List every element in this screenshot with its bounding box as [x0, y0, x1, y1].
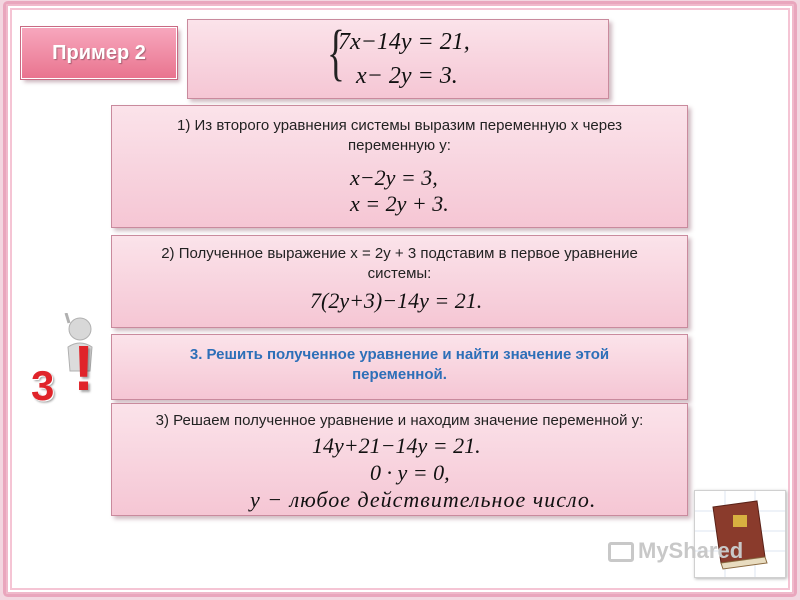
step1-box	[111, 105, 688, 228]
step2-text: 2) Полученное выражение x = 2y + 3 подставим в первое уравнение системы:	[161, 245, 638, 282]
watermark-logo	[608, 538, 743, 564]
example-badge-label: Пример 2	[52, 41, 146, 64]
step3-box	[111, 403, 688, 516]
system-brace: {	[326, 19, 345, 87]
task-text: 3. Решить полученное уравнение и найти значение этой переменной.	[189, 346, 610, 383]
watermark-text: MyShared	[638, 538, 744, 563]
example-badge	[21, 27, 177, 79]
step-number: 3	[31, 362, 55, 409]
step3-math-2: 0 · y = 0,	[370, 460, 450, 485]
step2-math: 7(2y+3)−14y = 21.	[310, 288, 483, 313]
book-icon	[694, 490, 786, 578]
watermark-icon	[608, 542, 634, 562]
step1-text: 1) Из второго уравнения системы выразим переменную x через переменную y:	[177, 117, 622, 154]
system-equation-2: x− 2y = 3.	[356, 63, 458, 89]
step3-math-1: 14y+21−14y = 21.	[312, 433, 481, 458]
step1-math-2: x = 2y + 3.	[350, 191, 449, 216]
task-box	[111, 334, 688, 400]
exclamation-mark: !	[73, 332, 95, 404]
step3-math-3: y − любое действительное число.	[250, 487, 597, 512]
step2-box	[111, 235, 688, 328]
step3-text: 3) Решаем полученное уравнение и находим значение переменной y:	[155, 412, 644, 429]
system-equation-1: 7x−14y = 21,	[338, 29, 470, 55]
system-box	[187, 19, 609, 99]
step1-math-1: x−2y = 3,	[350, 165, 438, 190]
